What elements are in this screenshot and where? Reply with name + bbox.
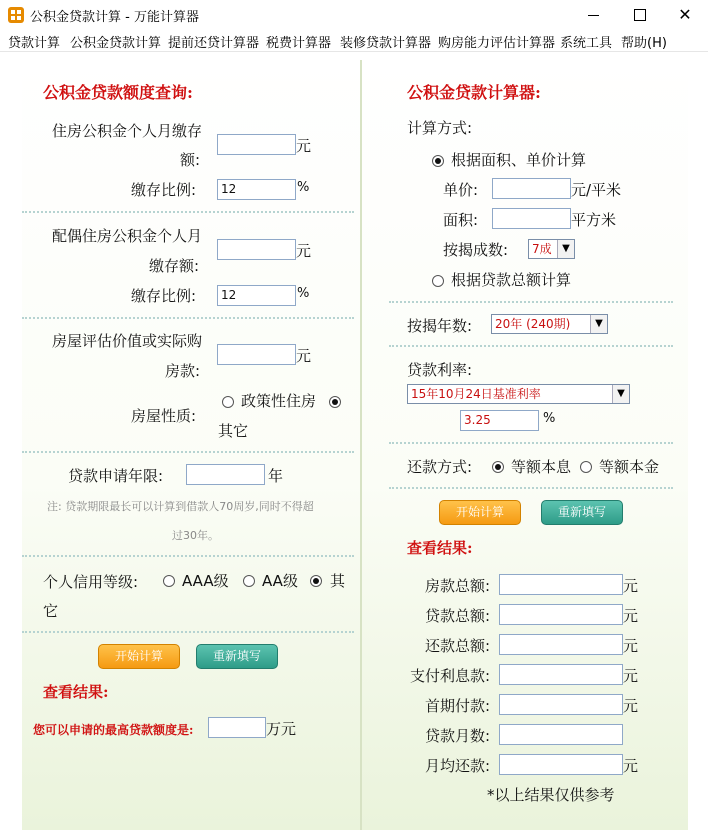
result-loan-total-output[interactable]: [499, 604, 623, 625]
method-area-price-label: 根据面积、单价计算: [451, 151, 587, 169]
mortgage-years-label: 按揭年数:: [407, 317, 473, 335]
loan-rate-label: 贷款利率:: [407, 361, 473, 379]
result-months-label: 贷款月数:: [424, 727, 490, 745]
repay-equal-principal-radio[interactable]: [580, 461, 592, 473]
monthly-deposit-input[interactable]: [217, 134, 296, 155]
quota-query-title: 公积金贷款额度查询:: [43, 83, 193, 102]
monthly-deposit-label-1: 住房公积金个人月缴存: [52, 122, 203, 140]
credit-aa-radio[interactable]: [243, 575, 255, 587]
repay-method-label: 还款方式:: [407, 458, 473, 476]
credit-other-label-b: 它: [43, 602, 59, 620]
house-type-policy-label: 政策性住房: [241, 392, 317, 410]
mortgage-ratio-select[interactable]: [528, 239, 575, 259]
spouse-deposit-input[interactable]: [217, 239, 296, 260]
loan-years-label: 贷款申请年限:: [68, 467, 164, 485]
divider: [22, 555, 354, 557]
house-value-label-1: 房屋评估价值或实际购: [52, 332, 203, 350]
menu-system-tools[interactable]: 系统工具: [560, 36, 613, 51]
quota-reset-button[interactable]: 重新填写: [196, 644, 278, 669]
loan-reset-button[interactable]: 重新填写: [541, 500, 623, 525]
window-title: 公积金贷款计算 - 万能计算器: [30, 10, 199, 25]
deposit-ratio-label: 缴存比例:: [131, 181, 197, 199]
result-down-payment-unit: 元: [623, 697, 639, 715]
unit-price-label: 单价:: [443, 181, 479, 199]
result-interest-output[interactable]: [499, 664, 623, 685]
result-down-payment-label: 首期付款:: [424, 697, 490, 715]
area-unit: 平方米: [571, 211, 617, 229]
house-value-input[interactable]: [217, 344, 296, 365]
result-monthly-label: 月均还款:: [424, 757, 490, 775]
title-bar: [0, 0, 708, 30]
mortgage-ratio-label: 按揭成数:: [443, 241, 509, 259]
left-panel: [22, 60, 360, 830]
close-button[interactable]: ✕: [678, 5, 692, 24]
credit-aa-label: AA级: [262, 572, 298, 590]
menu-bar: [0, 30, 708, 52]
loan-rate-input[interactable]: 3.25: [460, 410, 539, 431]
result-repay-total-unit: 元: [623, 637, 639, 655]
quota-result-title: 查看结果:: [43, 683, 109, 701]
divider: [22, 631, 354, 633]
divider: [389, 301, 673, 303]
house-type-other-radio[interactable]: [329, 396, 341, 408]
monthly-deposit-label-2: 额:: [180, 151, 201, 169]
maximize-button[interactable]: [616, 0, 662, 30]
max-amount-unit: 万元: [266, 720, 297, 738]
result-down-payment-output[interactable]: [499, 694, 623, 715]
loan-start-button[interactable]: 开始计算: [439, 500, 521, 525]
loan-calculator-title: 公积金贷款计算器:: [407, 83, 541, 102]
result-monthly-output[interactable]: [499, 754, 623, 775]
credit-level-label: 个人信用等级:: [43, 573, 139, 591]
result-total-price-unit: 元: [623, 577, 639, 595]
spouse-deposit-unit: 元: [296, 242, 312, 260]
chevron-down-icon: ▼: [612, 385, 629, 403]
spouse-ratio-unit: %: [297, 286, 310, 301]
credit-other-radio[interactable]: [310, 575, 322, 587]
loan-rate-select-value: 15年10月24日基准利率: [411, 387, 541, 401]
loan-years-unit: 年: [268, 467, 284, 485]
divider: [22, 317, 354, 319]
result-repay-total-label: 还款总额:: [424, 637, 490, 655]
method-total-label: 根据贷款总额计算: [451, 271, 572, 289]
house-value-unit: 元: [296, 347, 312, 365]
divider: [389, 487, 673, 489]
credit-aaa-label: AAA级: [182, 572, 229, 590]
house-type-policy-radio[interactable]: [222, 396, 234, 408]
area-label: 面积:: [443, 211, 479, 229]
credit-other-label-a: 其: [330, 572, 346, 590]
result-footnote: *以上结果仅供参考: [487, 786, 615, 804]
result-repay-total-output[interactable]: [499, 634, 623, 655]
divider: [389, 442, 673, 444]
repay-equal-installment-label: 等额本息: [511, 458, 572, 476]
chevron-down-icon: ▼: [590, 315, 607, 333]
house-type-label: 房屋性质:: [131, 407, 197, 425]
max-amount-output[interactable]: [208, 717, 266, 738]
mortgage-years-select[interactable]: [491, 314, 608, 334]
loan-rate-unit: %: [543, 411, 556, 426]
result-total-price-label: 房款总额:: [424, 577, 490, 595]
chevron-down-icon: ▼: [557, 240, 574, 258]
result-loan-total-label: 贷款总额:: [424, 607, 490, 625]
menu-tax-calc[interactable]: 税费计算器: [266, 36, 332, 51]
result-interest-label: 支付利息款:: [409, 667, 490, 685]
calc-method-label: 计算方式:: [407, 119, 473, 137]
loan-result-title: 查看结果:: [407, 539, 473, 557]
max-amount-label: 您可以申请的最高贷款额度是:: [33, 723, 194, 737]
spouse-deposit-label-1: 配偶住房公积金个人月: [52, 227, 203, 245]
loan-years-input[interactable]: [186, 464, 265, 485]
method-area-price-radio[interactable]: [432, 155, 444, 167]
mortgage-ratio-value: 7成: [532, 242, 552, 256]
result-interest-unit: 元: [623, 667, 639, 685]
menu-prepay-calc[interactable]: 提前还贷计算器: [168, 36, 260, 51]
divider: [22, 451, 354, 453]
app-icon: [8, 7, 24, 23]
divider: [22, 211, 354, 213]
house-value-label-2: 房款:: [165, 362, 201, 380]
result-total-price-output[interactable]: [499, 574, 623, 595]
menu-decoration-loan-calc[interactable]: 装修贷款计算器: [340, 36, 432, 51]
spouse-ratio-input[interactable]: 12: [217, 285, 296, 306]
quota-start-button[interactable]: 开始计算: [98, 644, 180, 669]
monthly-deposit-unit: 元: [296, 137, 312, 155]
house-type-other-label: 其它: [218, 422, 249, 440]
menu-affordability-calc[interactable]: 购房能力评估计算器: [438, 36, 556, 51]
deposit-ratio-unit: %: [297, 180, 310, 195]
divider: [389, 345, 673, 347]
loan-years-note-2: 过30年。: [172, 529, 219, 542]
menu-help[interactable]: 帮助(H): [621, 36, 667, 51]
mortgage-years-value: 20年 (240期): [495, 317, 571, 331]
menu-loan-calc[interactable]: 贷款计算: [8, 36, 61, 51]
repay-equal-principal-label: 等额本金: [599, 458, 660, 476]
menu-fund-loan-calc[interactable]: 公积金贷款计算: [70, 36, 162, 51]
loan-years-note-1: 注: 贷款期限最长可以计算到借款人70周岁,同时不得超: [47, 500, 314, 513]
spouse-deposit-label-2: 缴存额:: [149, 257, 200, 275]
loan-rate-select[interactable]: [407, 384, 630, 404]
result-monthly-unit: 元: [623, 757, 639, 775]
spouse-ratio-label: 缴存比例:: [131, 287, 197, 305]
unit-price-input[interactable]: [492, 178, 571, 199]
deposit-ratio-input[interactable]: 12: [217, 179, 296, 200]
minimize-button[interactable]: [570, 0, 616, 30]
result-loan-total-unit: 元: [623, 607, 639, 625]
result-months-output[interactable]: [499, 724, 623, 745]
method-total-radio[interactable]: [432, 275, 444, 287]
repay-equal-installment-radio[interactable]: [492, 461, 504, 473]
unit-price-unit: 元/平米: [571, 181, 622, 199]
credit-aaa-radio[interactable]: [163, 575, 175, 587]
area-input[interactable]: [492, 208, 571, 229]
